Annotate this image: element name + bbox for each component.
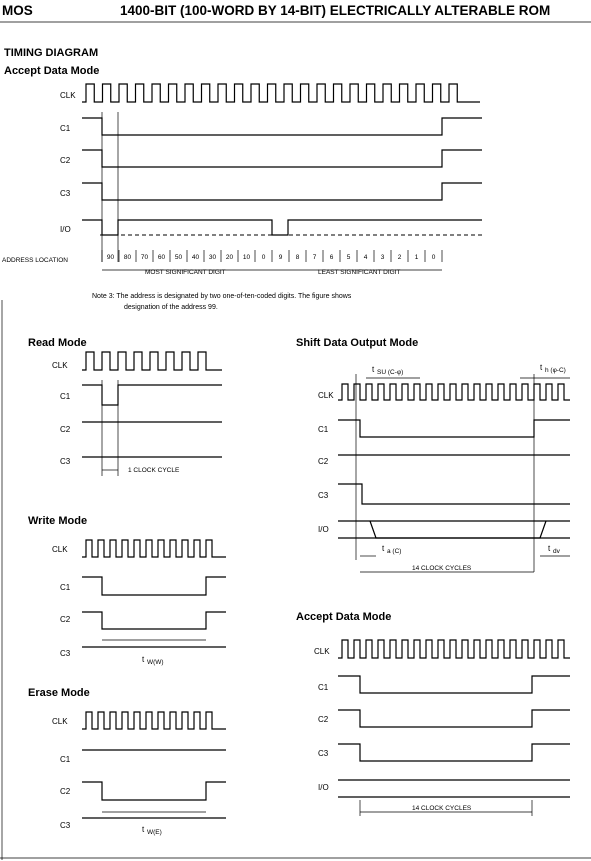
shift-cycles: 14 CLOCK CYCLES	[412, 565, 472, 572]
header-corner: MOS	[2, 3, 33, 18]
accept2-clk-waveform	[338, 640, 570, 658]
read-sig-c2: C2	[60, 425, 71, 434]
accept-top-diagram	[2, 84, 482, 276]
write-sig-c1: C1	[60, 583, 71, 592]
sig-c3: C3	[60, 189, 71, 198]
address-digit: 6	[329, 254, 334, 261]
msd-label: MOST SIGNIFICANT DIGIT	[145, 269, 226, 276]
erase-sig-c2: C2	[60, 787, 71, 796]
accept2-c2-waveform	[338, 710, 570, 727]
shift-io-window	[370, 521, 546, 538]
erase-sig-clk: CLK	[52, 717, 68, 726]
erase-tw-sub: W(E)	[147, 829, 162, 836]
shift-sig-c3: C3	[318, 491, 329, 500]
shift-th-sub: h (φ-C)	[545, 367, 566, 374]
c3-waveform	[82, 183, 482, 200]
address-digit: 5	[346, 254, 351, 261]
address-digit: 9	[278, 254, 283, 261]
address-digit: 40	[191, 254, 200, 261]
address-digit: 70	[140, 254, 149, 261]
sig-c2: C2	[60, 156, 71, 165]
accept2-sig-c3: C3	[318, 749, 329, 758]
accept2-diagram	[314, 640, 570, 816]
clk-waveform	[82, 84, 480, 102]
erase-tw: t	[142, 825, 145, 834]
accept2-c1-waveform	[338, 676, 570, 693]
accept2-sig-clk: CLK	[314, 647, 330, 656]
erase-sig-c3: C3	[60, 821, 71, 830]
sig-io: I/O	[60, 225, 71, 234]
shift-th: t	[540, 363, 543, 372]
accept2-title: Accept Data Mode	[296, 611, 392, 623]
write-c1-waveform	[82, 577, 226, 595]
note-line-2: designation of the address 99.	[124, 304, 218, 311]
shift-ta: t	[382, 544, 385, 553]
write-sig-clk: CLK	[52, 545, 68, 554]
shift-diagram	[318, 363, 570, 572]
address-digits	[102, 250, 442, 262]
shift-tdv-sub: dv	[553, 548, 560, 555]
read-sig-c1: C1	[60, 392, 71, 401]
write-clk-waveform	[82, 540, 226, 557]
shift-tdv: t	[548, 544, 551, 553]
address-digit: 30	[208, 254, 217, 261]
erase-title: Erase Mode	[28, 687, 90, 699]
address-digit: 0	[431, 254, 436, 261]
write-title: Write Mode	[28, 515, 88, 527]
page-header: 1400-BIT (100-WORD BY 14-BIT) ELECTRICALLY ALTERABLE ROM	[120, 3, 551, 18]
address-label: ADDRESS LOCATION	[2, 257, 68, 264]
write-diagram	[52, 540, 226, 666]
c2-waveform	[82, 150, 482, 167]
address-digit: 20	[225, 254, 234, 261]
read-sig-c3: C3	[60, 457, 71, 466]
shift-c3-waveform	[338, 484, 570, 504]
address-digit: 1	[414, 254, 419, 261]
shift-sig-clk: CLK	[318, 391, 334, 400]
address-digit: 90	[106, 254, 115, 261]
write-tw-sub: W(W)	[147, 659, 164, 666]
shift-clk-waveform	[338, 384, 570, 400]
sig-c1: C1	[60, 124, 71, 133]
shift-ta-sub: a (C)	[387, 548, 402, 555]
address-digit: 50	[174, 254, 183, 261]
section-title: TIMING DIAGRAM	[4, 47, 99, 59]
shift-sig-c1: C1	[318, 425, 329, 434]
erase-diagram	[52, 712, 226, 836]
shift-c1-waveform	[338, 420, 570, 437]
address-digit: 80	[123, 254, 132, 261]
read-c1-waveform	[82, 385, 222, 405]
read-clk-waveform	[82, 352, 222, 370]
read-diagram	[52, 352, 222, 476]
accept2-sig-io: I/O	[318, 783, 329, 792]
shift-tsu: t	[372, 365, 375, 374]
write-tw: t	[142, 655, 145, 664]
write-sig-c3: C3	[60, 649, 71, 658]
accept-top-title: Accept Data Mode	[4, 65, 100, 77]
read-cycle-label: 1 CLOCK CYCLE	[128, 467, 180, 474]
write-c2-waveform	[82, 612, 226, 629]
address-digit: 0	[261, 254, 266, 261]
shift-title: Shift Data Output Mode	[296, 337, 419, 349]
shift-tsu-sub: SU (C-φ)	[377, 369, 404, 376]
address-digit: 60	[157, 254, 166, 261]
write-sig-c2: C2	[60, 615, 71, 624]
accept2-sig-c2: C2	[318, 715, 329, 724]
erase-c2-waveform	[82, 782, 226, 800]
address-digit: 8	[295, 254, 300, 261]
accept2-sig-c1: C1	[318, 683, 329, 692]
lsd-label: LEAST SIGNIFICANT DIGIT	[318, 269, 401, 276]
address-digit: 7	[312, 254, 317, 261]
io-waveform	[82, 220, 482, 235]
read-sig-clk: CLK	[52, 361, 68, 370]
read-title: Read Mode	[28, 337, 87, 349]
shift-sig-c2: C2	[318, 457, 329, 466]
accept2-c3-waveform	[338, 744, 570, 761]
address-digit: 2	[397, 254, 402, 261]
note-line-1: Note 3: The address is designated by two one-of-ten-coded digits. The figure shows	[92, 293, 352, 300]
accept2-cycles: 14 CLOCK CYCLES	[412, 805, 472, 812]
address-digit: 3	[380, 254, 385, 261]
sig-clk: CLK	[60, 91, 76, 100]
erase-clk-waveform	[82, 712, 226, 729]
address-digit: 10	[242, 254, 251, 261]
address-digit: 4	[363, 254, 368, 261]
erase-sig-c1: C1	[60, 755, 71, 764]
c1-waveform	[82, 118, 482, 135]
shift-sig-io: I/O	[318, 525, 329, 534]
